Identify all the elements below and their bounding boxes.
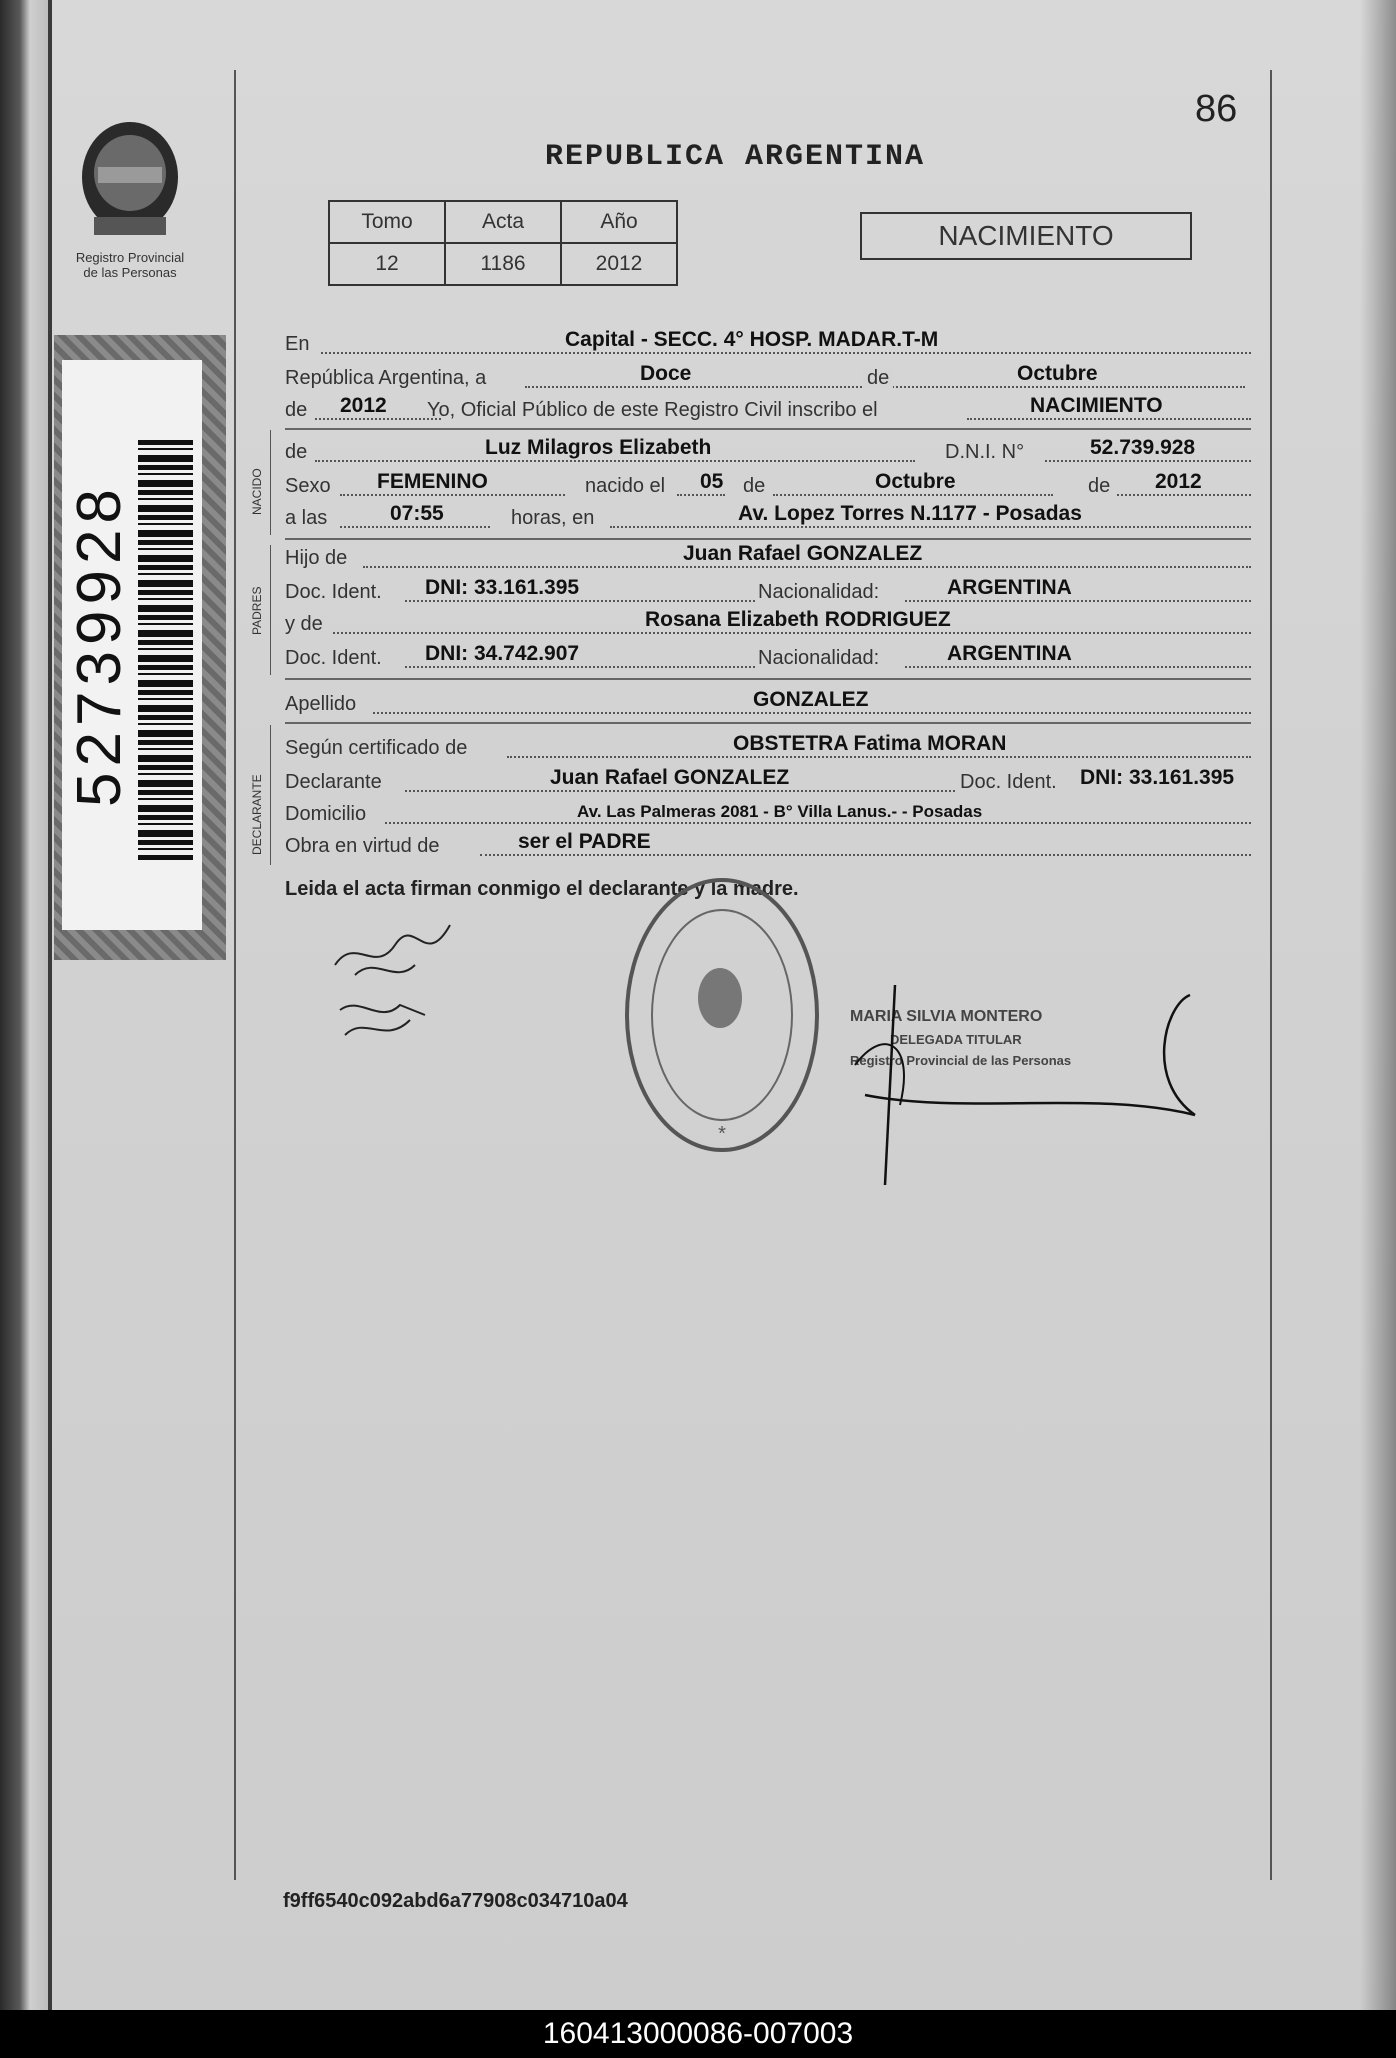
- registry-value-tomo: 12: [329, 243, 445, 285]
- svg-text:*: *: [718, 1123, 726, 1145]
- mother-nationality: ARGENTINA: [947, 642, 1072, 665]
- father-nationality: ARGENTINA: [947, 576, 1072, 599]
- right-margin-line: [1270, 70, 1272, 1880]
- page-shadow: [1360, 0, 1396, 2010]
- section-bar-declarante: [270, 725, 271, 865]
- row-madre: y de Rosana Elizabeth RODRIGUEZ: [285, 608, 1251, 638]
- year-value: 2012: [340, 394, 387, 417]
- act-type-box: NACIMIENTO: [860, 212, 1192, 260]
- registry-header-tomo: Tomo: [329, 201, 445, 243]
- left-margin-line: [234, 70, 236, 1880]
- row-republica: República Argentina, a Doce de Octubre: [285, 362, 1251, 392]
- father-doc: DNI: 33.161.395: [425, 576, 580, 599]
- row-sexo: Sexo FEMENINO nacido el 05 de Octubre de 2012: [285, 470, 1251, 500]
- row-padre-doc: Doc. Ident. DNI: 33.161.395 Nacionalidad: ARGENTINA: [285, 576, 1251, 606]
- father-name: Juan Rafael GONZALEZ: [683, 542, 923, 565]
- row-declarante: Declarante Juan Rafael GONZALEZ Doc. Ident. DNI: 33.161.395: [285, 766, 1235, 793]
- bottom-code-bar: [0, 2010, 1396, 2058]
- registry-table: [328, 200, 678, 286]
- birth-time: 07:55: [390, 502, 444, 525]
- birth-day: 05: [700, 470, 724, 493]
- inscribe-value: NACIMIENTO: [1030, 394, 1163, 417]
- provincial-crest-icon: [70, 115, 190, 245]
- declarant-name: Juan Rafael GONZALEZ: [550, 766, 790, 789]
- child-dni: 52.739.928: [1090, 436, 1196, 459]
- birth-year: 2012: [1155, 470, 1202, 493]
- mother-name: Rosana Elizabeth RODRIGUEZ: [645, 608, 951, 631]
- bottom-code: 160413000086-007003: [542, 2017, 854, 2050]
- place-value: Capital - SECC. 4° HOSP. MADAR.T-M: [565, 328, 939, 351]
- section-label-declarante: DECLARANTE: [250, 774, 264, 855]
- section-label-padres: PADRES: [250, 586, 264, 635]
- book-edge: [0, 0, 48, 2010]
- row-certificado: Según certificado de OBSTETRA Fatima MORAN: [285, 732, 1251, 762]
- row-en: En Capital - SECC. 4° HOSP. MADAR.T-M: [285, 328, 1251, 358]
- page-number: 86: [1195, 88, 1238, 130]
- birth-month: Octubre: [875, 470, 956, 493]
- row-padre: Hijo de Juan Rafael GONZALEZ: [285, 542, 1251, 572]
- certificate-value: OBSTETRA Fatima MORAN: [733, 732, 1007, 755]
- official-role: DELEGADA TITULAR: [890, 1032, 1022, 1047]
- official-office: Registro Provincial de las Personas: [850, 1053, 1072, 1068]
- month-value: Octubre: [1017, 362, 1098, 385]
- official-signature-icon: [845, 965, 1205, 1195]
- section-label-nacido: NACIDO: [250, 468, 264, 515]
- row-madre-doc: Doc. Ident. DNI: 34.742.907 Nacionalidad: ARGENTINA: [285, 642, 1251, 672]
- barcode-icon: [138, 440, 193, 860]
- section-bar-padres: [270, 545, 271, 675]
- registry-value-anio: 2012: [561, 243, 677, 285]
- row-apellido: Apellido GONZALEZ: [285, 688, 1251, 718]
- registry-caption: Registro Provincial de las Personas: [75, 250, 185, 280]
- registry-seal-icon: [612, 870, 832, 1160]
- registry-header-acta: Acta: [445, 201, 561, 243]
- sex-value: FEMENINO: [377, 470, 488, 493]
- declarant-doc: DNI: 33.161.395: [1080, 766, 1235, 789]
- child-name: Luz Milagros Elizabeth: [485, 436, 712, 459]
- registry-value-acta: 1186: [445, 243, 561, 285]
- reason-value: ser el PADRE: [518, 830, 651, 853]
- declarant-signature-icon: [325, 915, 460, 1050]
- row-domicilio: Domicilio Av. Las Palmeras 2081 - B° Villa Lanus.- - Posadas: [285, 798, 1251, 828]
- surname-value: GONZALEZ: [753, 688, 869, 711]
- closing-text: Leida el acta firman conmigo el declarante y la madre.: [285, 878, 799, 900]
- section-bar-nacido: [270, 430, 271, 535]
- page-title: REPUBLICA ARGENTINA: [545, 140, 926, 174]
- row-obra: Obra en virtud de ser el PADRE: [285, 830, 1251, 860]
- mother-doc: DNI: 34.742.907: [425, 642, 580, 665]
- document-hash: f9ff6540c092abd6a77908c034710a04: [283, 1890, 628, 1912]
- official-name: MARIA SILVIA MONTERO: [850, 1008, 1043, 1025]
- birth-place: Av. Lopez Torres N.1177 - Posadas: [738, 502, 1082, 525]
- row-oficial: de 2012 Yo, Oficial Público de este Registro Civil inscribo el NACIMIENTO: [285, 394, 1251, 424]
- barcode-number: 52739928: [65, 483, 134, 807]
- day-value: Doce: [640, 362, 692, 385]
- row-nombre: de Luz Milagros Elizabeth D.N.I. N° 52.739.928: [285, 436, 1251, 466]
- row-hora: a las 07:55 horas, en Av. Lopez Torres N.1177 - Posadas: [285, 502, 1251, 532]
- registry-header-anio: Año: [561, 201, 677, 243]
- address-value: Av. Las Palmeras 2081 - B° Villa Lanus.- - Posadas: [577, 802, 983, 821]
